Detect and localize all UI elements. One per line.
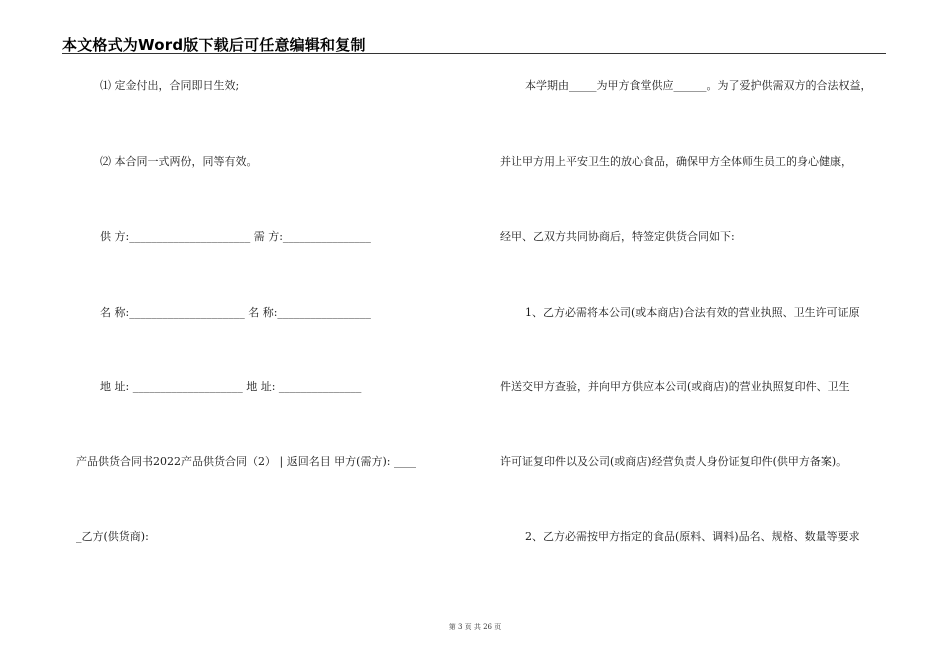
header-rule [62,53,886,54]
right-line-4: 1、乙方必需将本公司(或本商店)合法有效的营业执照、卫生许可证原 [525,306,860,319]
left-line-3: 供 方:______________________ 需 方:________________ [100,230,371,243]
left-line-7: _乙方(供货商): [76,530,149,543]
right-line-7: 2、乙方必需按甲方指定的食品(原料、调料)品名、规格、数量等要求 [525,530,860,543]
left-line-1: ⑴ 定金付出，合同即日生效; [100,79,240,92]
document-banner: 本文格式为Word版下载后可任意编辑和复制 [62,36,366,54]
page-number: 第 3 页 共 26 页 [448,623,502,631]
left-line-6: 产品供货合同书2022产品供货合同（2） | 返回名目 甲方(需方): ____ [76,455,416,468]
right-line-6: 许可证复印件以及公司(或商店)经营负责人身份证复印件(供甲方备案)。 [500,455,848,468]
right-line-1: 本学期由_____为甲方食堂供应______。为了爱护供需双方的合法权益， [525,79,872,92]
left-line-5: 地 址: ____________________ 地 址: _______________ [100,380,362,393]
right-line-2: 并让甲方用上平安卫生的放心食品，确保甲方全体师生员工的身心健康， [500,155,852,168]
left-line-4: 名 称:_____________________ 名 称:_________________ [100,306,371,319]
right-line-3: 经甲、乙双方共同协商后，特签定供货合同如下: [500,230,735,243]
right-line-5: 件送交甲方查验，并向甲方供应本公司(或商店)的营业执照复印件、卫生 [500,380,850,393]
left-line-2: ⑵ 本合同一式两份，同等有效。 [100,155,258,168]
